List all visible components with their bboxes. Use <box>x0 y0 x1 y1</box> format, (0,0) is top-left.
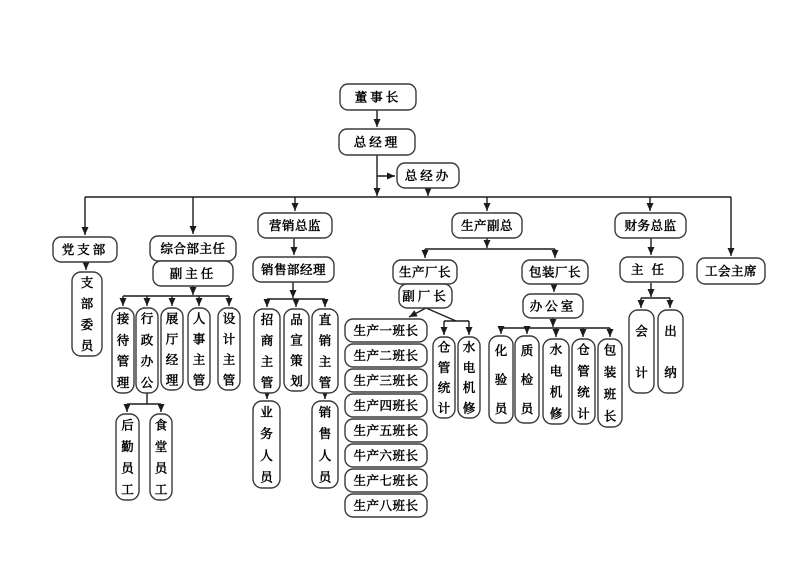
node-label: 主任 <box>630 262 673 277</box>
node-label: 营销总监 <box>268 218 322 233</box>
node-label: 董事长 <box>354 89 402 105</box>
node-label: 会计 <box>635 323 648 380</box>
node-label: 总经办 <box>404 168 452 183</box>
node-label: 展厅经理 <box>165 310 179 388</box>
node-label: 生产八班长 <box>353 498 419 513</box>
org-node-class-leader-2 <box>345 344 427 367</box>
node-label: 副厂长 <box>402 288 449 304</box>
org-node-packaging-factory-head <box>522 260 588 284</box>
node-label: 生产二班长 <box>353 348 419 363</box>
node-label: 副主任 <box>169 266 217 281</box>
node-label: 直销主管 <box>318 312 332 390</box>
org-node-merchants-supervisor <box>254 309 280 393</box>
org-node-sales-dept-manager <box>253 257 334 282</box>
org-node-production-factory-head <box>393 260 457 284</box>
org-node-finance-director <box>615 213 686 238</box>
org-node-brand-planning <box>284 309 309 391</box>
org-node-class-leader-6 <box>345 444 427 467</box>
node-label: 生产七班长 <box>353 473 419 488</box>
org-node-cashier <box>658 310 683 393</box>
edge-from-deputy-factory-head <box>426 308 456 321</box>
node-label: 仓管统计 <box>577 342 590 421</box>
node-label: 出纳 <box>664 323 677 380</box>
org-node-utilities-repair-1 <box>458 337 480 418</box>
node-label: 总经理 <box>353 134 401 150</box>
edge-to-class-leader-1 <box>409 308 426 317</box>
node-label: 生产副总 <box>460 218 514 233</box>
node-label: 人事主管 <box>192 310 206 388</box>
org-node-warehouse-stats-2 <box>572 339 595 424</box>
node-label: 水电机修 <box>549 342 563 421</box>
org-node-quality-inspector <box>515 336 539 423</box>
node-label: 工会主席 <box>704 263 758 279</box>
node-label: 仓管统计 <box>437 339 451 416</box>
org-node-class-leader-4 <box>345 394 427 417</box>
org-node-class-leader-1 <box>345 319 427 342</box>
node-label: 业务人员 <box>260 404 273 485</box>
org-node-finance-head <box>620 257 683 282</box>
org-node-warehouse-stats-1 <box>433 337 455 418</box>
org-node-hr-supervisor <box>188 308 210 390</box>
org-node-utilities-repair-2 <box>543 339 569 424</box>
node-label: 生产五班长 <box>353 423 419 438</box>
org-node-chairman <box>340 84 416 110</box>
node-label: 综合部主任 <box>160 241 226 256</box>
org-node-design-supervisor <box>218 308 240 390</box>
org-node-admin-deputy-director <box>153 261 233 286</box>
org-node-showroom-manager <box>161 308 183 390</box>
org-node-marketing-director <box>258 213 332 238</box>
org-node-general-manager <box>339 129 415 155</box>
node-label: 办公室 <box>529 298 577 314</box>
node-label: 设计主管 <box>222 310 236 388</box>
org-node-class-leader-7 <box>345 469 427 492</box>
node-label: 招商主管 <box>260 312 274 390</box>
org-node-reception-mgmt <box>112 308 134 393</box>
org-node-class-leader-5 <box>345 419 427 442</box>
node-label: 品宣策划 <box>290 311 303 389</box>
org-node-general-office <box>397 163 459 188</box>
org-node-direct-sales-supervisor <box>312 309 338 393</box>
node-label: 接待管理 <box>116 311 130 390</box>
node-label: 支部委员 <box>80 275 94 353</box>
node-label: 后勤员工 <box>121 417 134 497</box>
org-node-accountant <box>629 310 654 393</box>
org-node-logistics-staff <box>116 414 139 500</box>
node-label: 销售人员 <box>318 404 332 485</box>
node-label: 质检员 <box>520 343 534 416</box>
org-node-party-branch <box>53 237 117 262</box>
node-label: 党支部 <box>61 242 109 257</box>
org-node-admin-dept-director <box>150 236 236 261</box>
node-label: 生产厂长 <box>398 264 452 280</box>
org-node-deputy-factory-head <box>399 284 452 308</box>
node-label: 包装班长 <box>603 342 617 424</box>
org-node-class-leader-3 <box>345 369 427 392</box>
org-node-party-committee <box>72 272 102 356</box>
org-node-production-vp <box>452 213 522 238</box>
org-node-canteen-staff <box>150 414 172 500</box>
node-label: 水电机修 <box>462 339 476 416</box>
node-label: 销售部经理 <box>260 262 327 277</box>
org-node-business-staff <box>253 401 280 488</box>
node-label: 行政办公 <box>140 311 154 390</box>
org-node-union-chairman <box>697 258 765 284</box>
node-label: 生产三班长 <box>353 373 419 388</box>
node-label: 生产一班长 <box>353 323 419 338</box>
org-node-admin-office <box>136 308 158 393</box>
node-label: 牛产六班长 <box>353 448 419 463</box>
org-node-packaging-class-leader <box>598 339 622 427</box>
node-label: 包装厂长 <box>528 264 582 280</box>
org-node-class-leader-8 <box>345 494 427 517</box>
node-label: 食堂员工 <box>154 417 168 497</box>
org-node-lab-inspector <box>489 336 513 423</box>
org-node-sales-staff <box>312 401 338 488</box>
node-label: 化验员 <box>494 343 508 416</box>
org-node-office <box>523 294 583 318</box>
node-label: 财务总监 <box>624 218 677 233</box>
node-label: 生产四班长 <box>353 398 419 413</box>
